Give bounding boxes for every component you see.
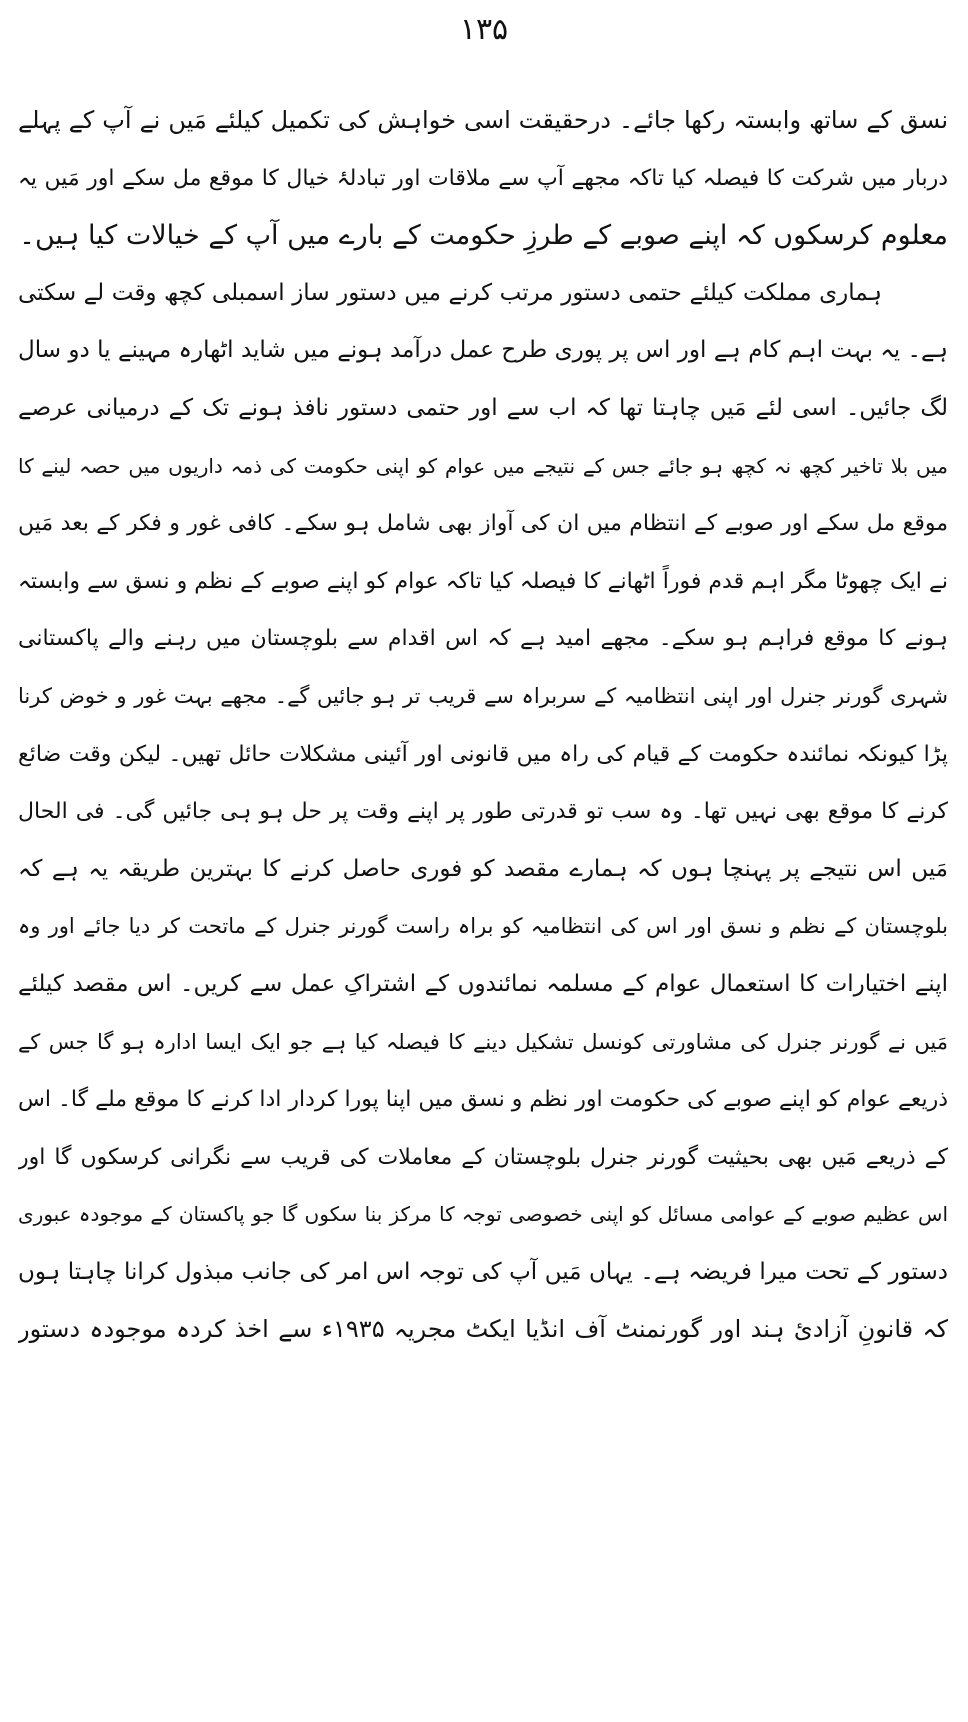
body-text xyxy=(18,92,948,1359)
text-line-11: شہری گورنر جنرل اور اپنی انتظامیہ کے سربراہ سے قریب تر ہو جائیں گے۔ مجھے بہت غور و خوض کرنا xyxy=(18,683,948,708)
text-line-3: معلوم کرسکوں کہ اپنے صوبے کے طرزِ حکومت کے بارے میں آپ کے خیالات کیا ہیں۔ xyxy=(19,220,948,252)
text-line-8: موقع مل سکے اور صوبے کے انتظام میں ان کی آواز بھی شامل ہو سکے۔ کافی غور و فکر کے بعد مَیں xyxy=(18,511,948,537)
text-line-22: کہ قانونِ آزادیٔ ہند اور گورنمنٹ آف انڈیا ایکٹ مجریہ ۱۹۳۵ء سے اخذ کردہ موجودہ دستور xyxy=(18,1315,948,1344)
text-line-19: کے ذریعے مَیں بھی بحیثیت گورنر جنرل بلوچستان کے معاملات کی قریب سے نگرانی کرسکوں گا اور xyxy=(18,1144,948,1170)
text-line-9: نے ایک چھوٹا مگر اہم قدم فوراً اٹھانے کا فیصلہ کیا تاکہ عوام کو اپنے صوبے کے نظم و نسق سے وابستہ xyxy=(18,568,948,594)
text-line-10: ہونے کا موقع فراہم ہو سکے۔ مجھے امید ہے کہ اس اقدام سے بلوچستان میں رہنے والے پاکستانی xyxy=(18,626,948,652)
text-line-21: دستور کے تحت میرا فریضہ ہے۔ یہاں مَیں آپ کی توجہ اس امر کی جانب مبذول کرانا چاہتا ہوں xyxy=(18,1258,948,1285)
text-line-14: مَیں اس نتیجے پر پہنچا ہوں کہ ہمارے مقصد کو فوری حاصل کرنے کا بہترین طریقہ یہ ہے کہ xyxy=(18,855,948,882)
text-line-7: میں بلا تاخیر کچھ نہ کچھ ہو جائے جس کے نتیجے میں عوام کو اپنی حکومت کی ذمہ داریوں میں حصہ لینے کا xyxy=(18,453,948,478)
text-line-6: لگ جائیں۔ اسی لئے مَیں چاہتا تھا کہ اب سے اور حتمی دستور نافذ ہونے تک کے درمیانی عرصے xyxy=(18,394,948,421)
text-line-1: نسق کے ساتھ وابستہ رکھا جائے۔ درحقیقت اسی خواہش کی تکمیل کیلئے مَیں نے آپ کے پہلے xyxy=(18,106,948,134)
text-line-18: ذریعے عوام کو اپنے صوبے کی حکومت اور نظم و نسق میں اپنا پورا کردار ادا کرنے کا موقع ملے گا۔ اس xyxy=(18,1087,948,1113)
page-number: ۱۳۵ xyxy=(459,12,509,47)
text-line-13: کرنے کا موقع بھی نہیں تھا۔ وہ سب تو قدرتی طور پر اپنے وقت پر حل ہو ہی جائیں گی۔ فی الحال xyxy=(18,799,948,825)
text-line-4: ہماری مملکت کیلئے حتمی دستور مرتب کرنے میں دستور ساز اسمبلی کچھ وقت لے سکتی xyxy=(18,279,882,306)
text-line-20: اس عظیم صوبے کے عوامی مسائل کو اپنی خصوصی توجہ کا مرکز بنا سکوں گا جو پاکستان کے موجودہ عبوری xyxy=(18,1202,948,1227)
text-line-15: بلوچستان کے نظم و نسق اور اس کی انتظامیہ کو براہ راست گورنر جنرل کے ماتحت کر دیا جائے اور وہ xyxy=(18,914,948,939)
text-line-12: پڑا کیونکہ نمائندہ حکومت کے قیام کی راہ میں قانونی اور آئینی مشکلات حائل تھیں۔ لیکن وقت ضائع xyxy=(18,741,948,767)
text-line-5: ہے۔ یہ بہت اہم کام ہے اور اس پر پوری طرح عمل درآمد ہونے میں شاید اٹھارہ مہینے یا دو سال xyxy=(18,337,948,364)
text-line-17: مَیں نے گورنر جنرل کی مشاورتی کونسل تشکیل دینے کا فیصلہ کیا ہے جو ایک ایسا ادارہ ہو گا جس کے xyxy=(18,1029,948,1054)
text-line-2: دربار میں شرکت کا فیصلہ کیا تاکہ مجھے آپ سے ملاقات اور تبادلۂ خیال کا موقع مل سکے اور مَیں یہ xyxy=(18,165,948,191)
text-line-16: اپنے اختیارات کا استعمال عوام کے مسلمہ نمائندوں کے اشتراکِ عمل سے کریں۔ اس مقصد کیلئے xyxy=(18,970,948,997)
